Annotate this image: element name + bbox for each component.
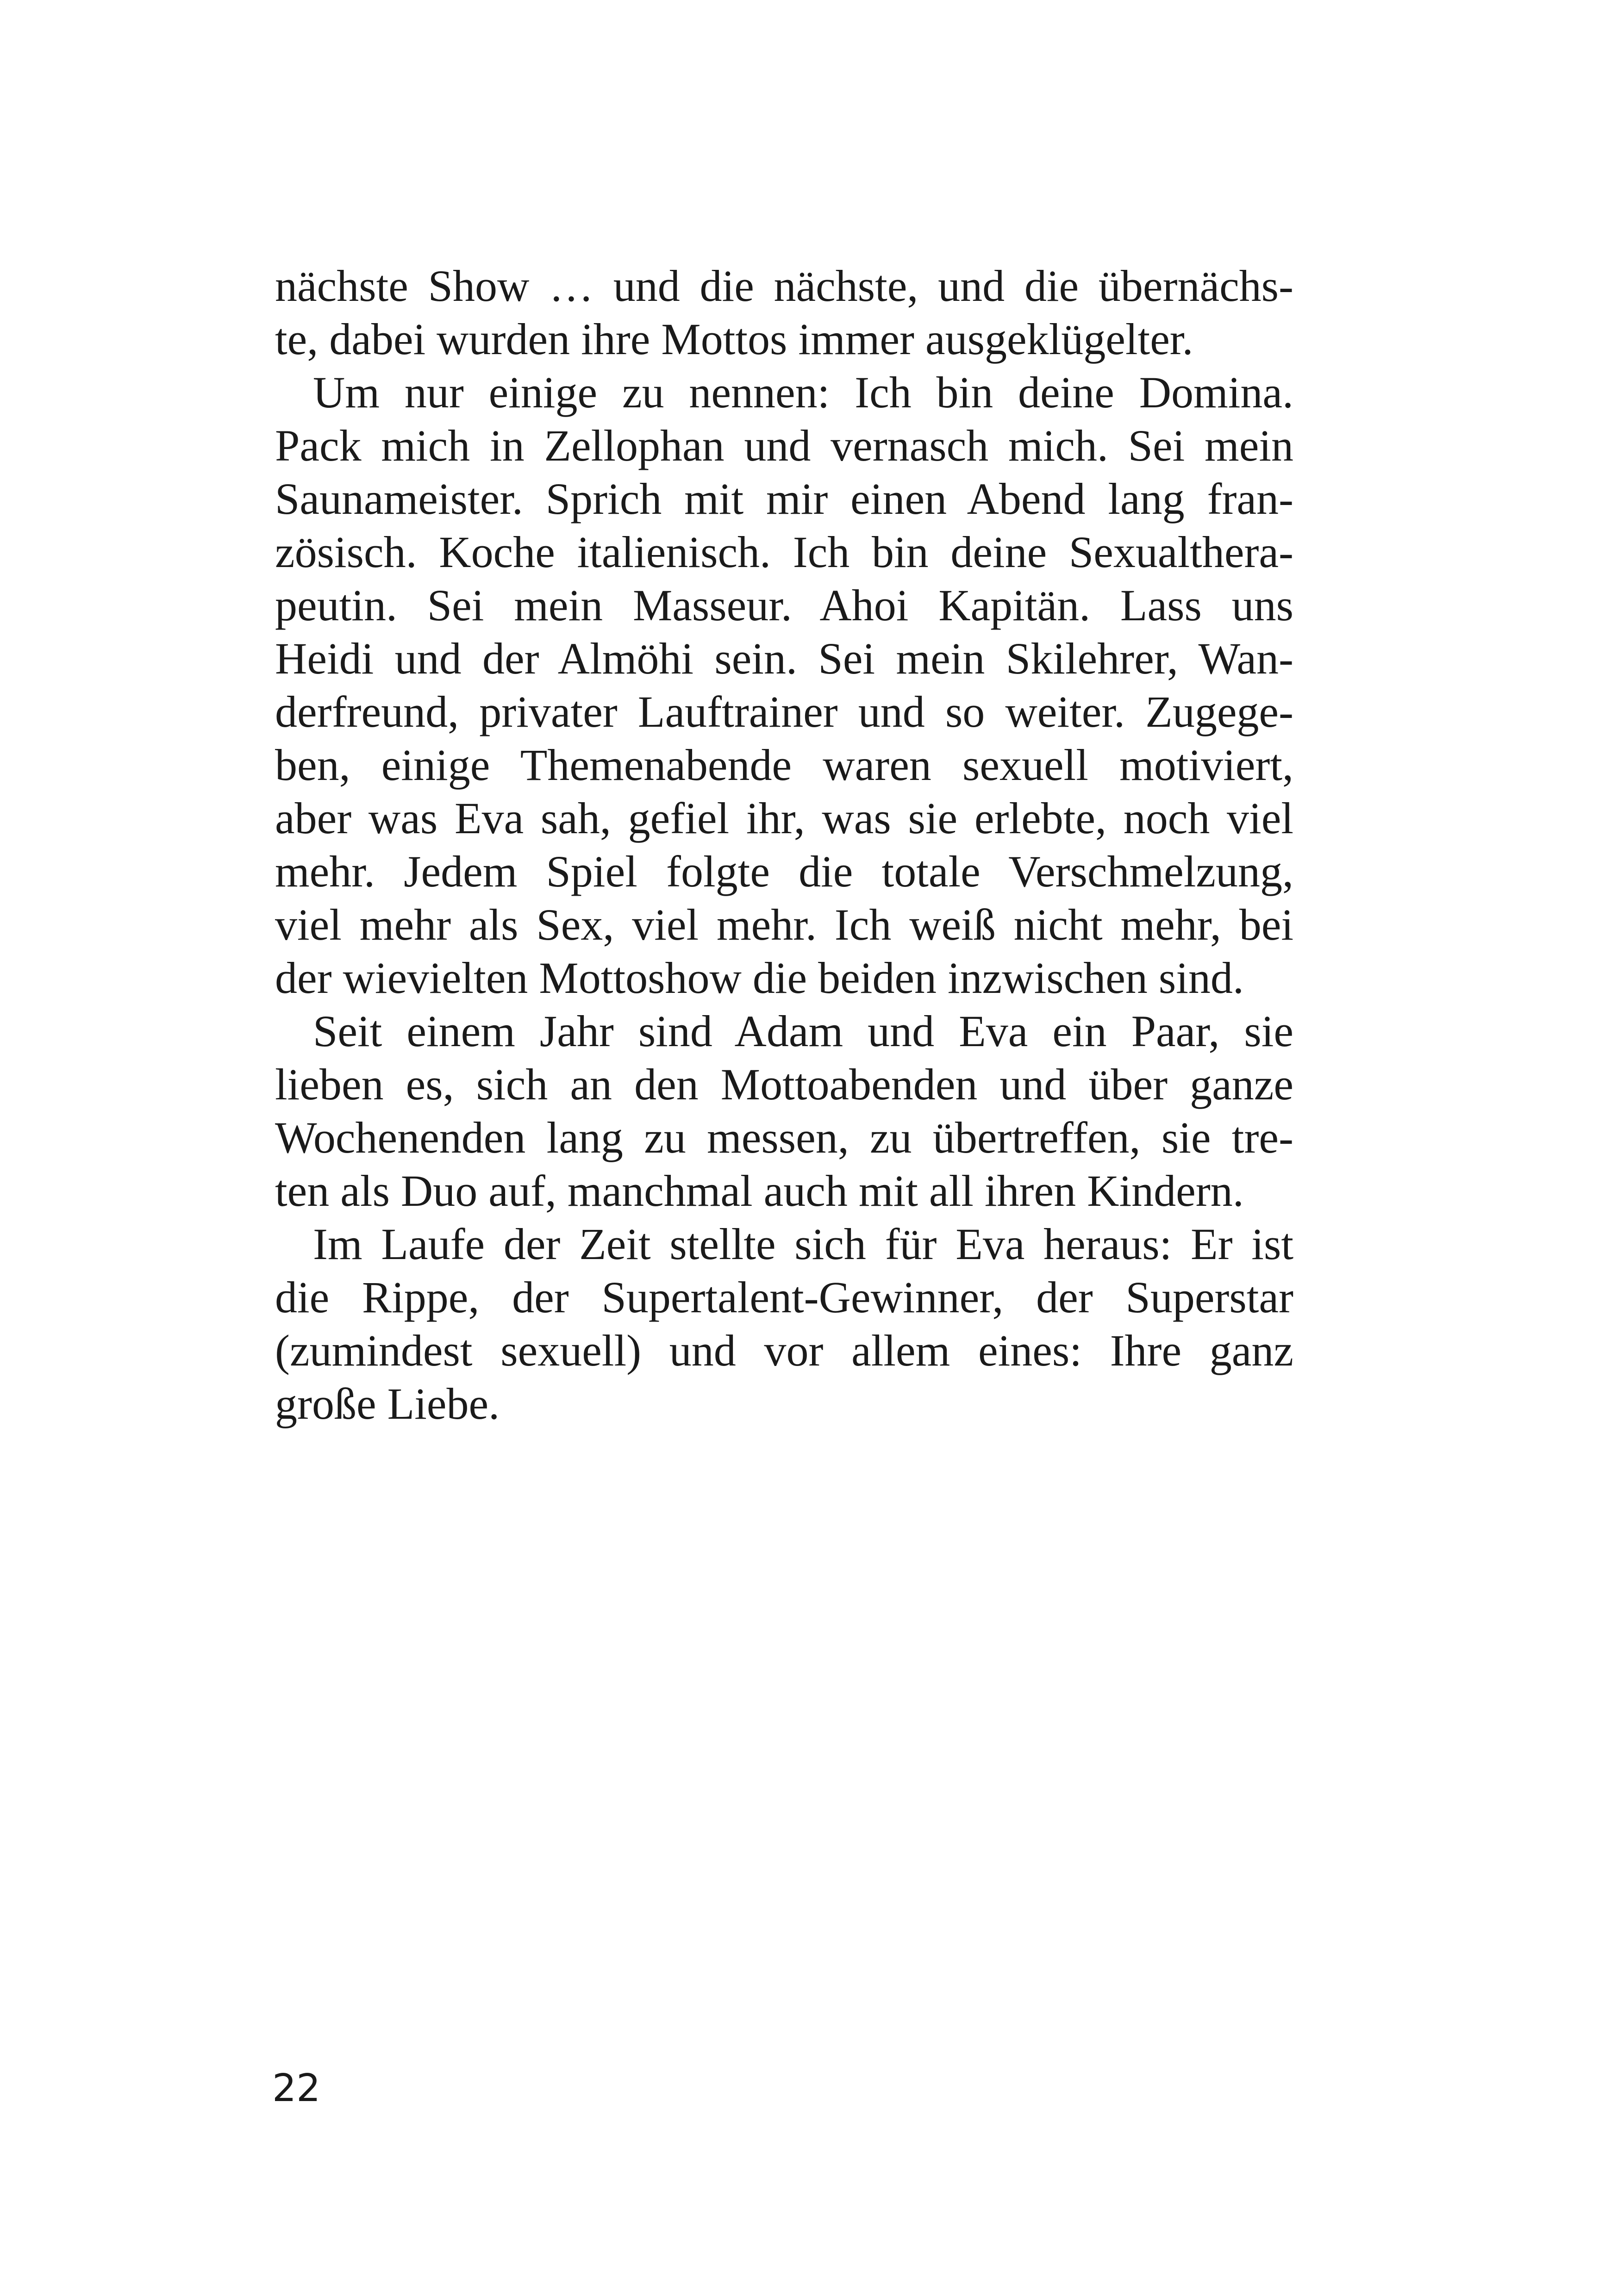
text-line: (zumindest sexuell) und vor allem eines: Ihre ganz bbox=[275, 1326, 1293, 1375]
text-line: der wievielten Mottoshow die beiden inzwischen sind. bbox=[275, 953, 1244, 1003]
text-line: Wochenenden lang zu messen, zu übertreffen, sie tre- bbox=[275, 1113, 1293, 1162]
text-line: te, dabei wurden ihre Mottos immer ausgeklügelter. bbox=[275, 314, 1193, 364]
text-line: peutin. Sei mein Masseur. Ahoi Kapitän. Lass uns bbox=[275, 580, 1293, 630]
paragraph bbox=[275, 259, 1293, 366]
paragraph bbox=[275, 366, 1293, 1004]
body-text bbox=[275, 259, 1293, 1430]
text-line: viel mehr als Sex, viel mehr. Ich weiß nicht mehr, bei bbox=[275, 900, 1293, 949]
text-line: Im Laufe der Zeit stellte sich für Eva heraus: Er ist bbox=[313, 1219, 1293, 1269]
text-line: mehr. Jedem Spiel folgte die totale Verschmelzung, bbox=[275, 847, 1293, 896]
text-line: Um nur einige zu nennen: Ich bin deine Domina. bbox=[313, 368, 1293, 417]
text-line: lieben es, sich an den Mottoabenden und über ganze bbox=[275, 1060, 1293, 1109]
text-line: nächste Show … und die nächste, und die übernächs- bbox=[275, 261, 1293, 311]
paragraph bbox=[275, 1217, 1293, 1430]
page-number: 22 bbox=[272, 2066, 321, 2110]
text-line: zösisch. Koche italienisch. Ich bin deine Sexualthera- bbox=[275, 527, 1293, 577]
text-line: derfreund, privater Lauftrainer und so weiter. Zugege- bbox=[275, 687, 1293, 736]
paragraph bbox=[275, 1004, 1293, 1217]
text-line: Pack mich in Zellophan und vernasch mich. Sei mein bbox=[275, 421, 1293, 470]
text-line: Heidi und der Almöhi sein. Sei mein Skilehrer, Wan- bbox=[275, 634, 1293, 683]
text-line: Saunameister. Sprich mit mir einen Abend lang fran- bbox=[275, 474, 1293, 524]
text-line: aber was Eva sah, gefiel ihr, was sie erlebte, noch viel bbox=[275, 793, 1293, 843]
text-line: ben, einige Themenabende waren sexuell motiviert, bbox=[275, 740, 1293, 790]
text-line: ten als Duo auf, manchmal auch mit all ihren Kindern. bbox=[275, 1166, 1244, 1216]
text-line: große Liebe. bbox=[275, 1379, 500, 1428]
text-line: die Rippe, der Supertalent-Gewinner, der Superstar bbox=[275, 1272, 1293, 1322]
text-line: Seit einem Jahr sind Adam und Eva ein Paar, sie bbox=[313, 1006, 1293, 1056]
